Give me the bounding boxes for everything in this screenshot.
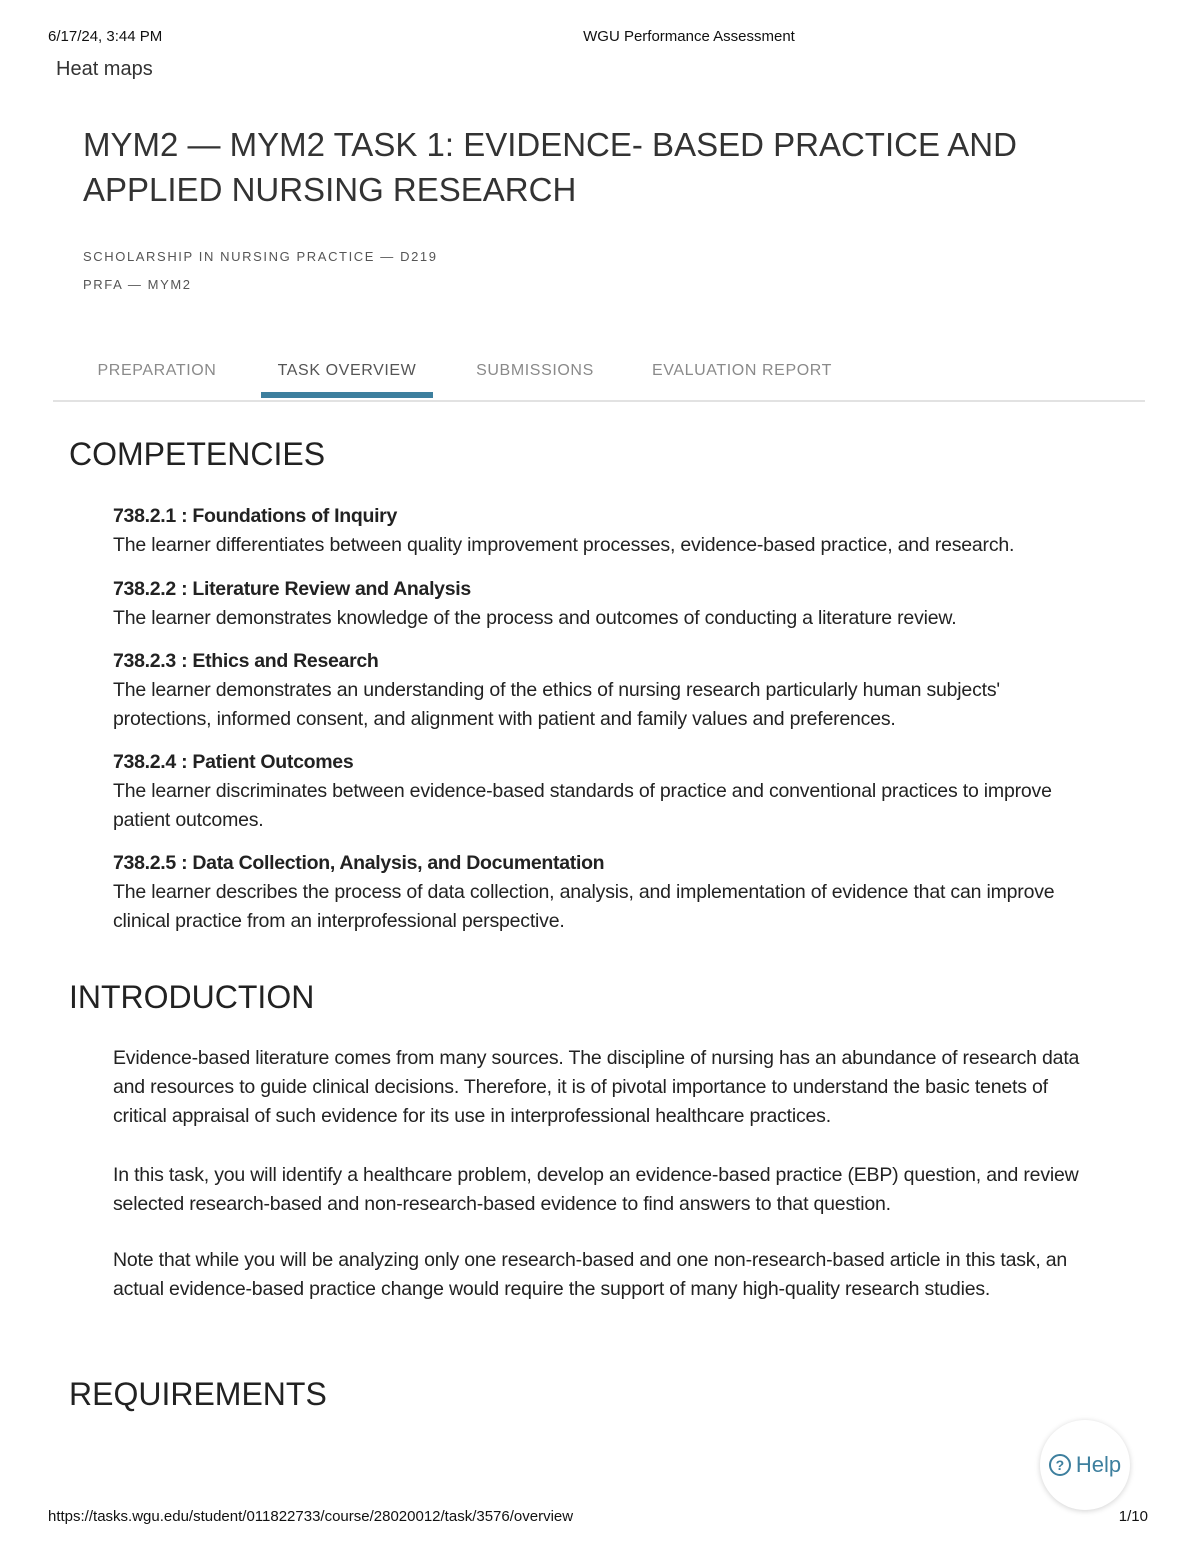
help-button[interactable] <box>1040 1420 1130 1510</box>
print-document-title: WGU Performance Assessment <box>583 28 795 45</box>
competency-description: The learner demonstrates an understanding of the ethics of nursing research particularly human subjects' protections, informed consent, and alignment with patient and family values and preferences. <box>113 679 1000 730</box>
breadcrumb: Heat maps <box>56 58 153 80</box>
competency-item <box>113 748 1093 835</box>
competency-description: The learner describes the process of data collection, analysis, and implementation of evidence that can improve clinical practice from an interprofessional perspective. <box>113 881 1055 932</box>
competencies-heading: COMPETENCIES <box>69 436 326 472</box>
page-number: 1/10 <box>1118 1508 1148 1525</box>
competency-description: The learner discriminates between evidence-based standards of practice and conventional practices to improve patient outcomes. <box>113 780 1052 831</box>
introduction-heading: INTRODUCTION <box>69 979 315 1015</box>
page-title: MYM2 — MYM2 TASK 1: EVIDENCE- BASED PRACTICE AND APPLIED NURSING RESEARCH <box>83 126 1017 208</box>
tab-evaluation-report[interactable]: EVALUATION REPORT <box>651 362 832 379</box>
tab-submissions[interactable]: SUBMISSIONS <box>476 362 594 379</box>
competency-item <box>113 502 1093 560</box>
tab-preparation[interactable]: PREPARATION <box>97 362 217 379</box>
tab-bar <box>53 352 1145 402</box>
competency-description: The learner demonstrates knowledge of the process and outcomes of conducting a literature review. <box>113 607 957 629</box>
introduction-paragraph: Evidence-based literature comes from many sources. The discipline of nursing has an abundance of research data and resources to guide clinical decisions. Therefore, it is of pivotal importance to understand the basic tenets of critical appraisal of such evidence for its use in interprofessional healthcare practices. <box>113 1047 1080 1127</box>
question-circle-icon: ? <box>1049 1454 1071 1476</box>
page-url: https://tasks.wgu.edu/student/011822733/course/28020012/task/3576/overview <box>48 1508 574 1525</box>
competency-item <box>113 849 1093 936</box>
introduction-paragraph: In this task, you will identify a healthcare problem, develop an evidence-based practice (EBP) question, and review selected research-based and non-research-based evidence to find answers to that question. <box>113 1164 1079 1215</box>
prfa-subtitle: PRFA — MYM2 <box>83 277 192 292</box>
print-datetime: 6/17/24, 3:44 PM <box>48 28 163 45</box>
competency-description: The learner differentiates between quality improvement processes, evidence-based practice, and research. <box>113 534 1015 556</box>
requirements-heading: REQUIREMENTS <box>69 1376 327 1412</box>
introduction-paragraph: Note that while you will be analyzing only one research-based and one non-research-based article in this task, an actual evidence-based practice change would require the support of many high-quality research studies. <box>113 1249 1068 1300</box>
competency-title: 738.2.5 : Data Collection, Analysis, and Documentation <box>113 852 605 874</box>
competency-title: 738.2.1 : Foundations of Inquiry <box>113 505 398 527</box>
competency-title: 738.2.2 : Literature Review and Analysis <box>113 578 471 600</box>
competency-title: 738.2.4 : Patient Outcomes <box>113 751 354 773</box>
competency-title: 738.2.3 : Ethics and Research <box>113 650 379 672</box>
tab-task-overview[interactable]: TASK OVERVIEW <box>261 352 433 398</box>
course-subtitle: SCHOLARSHIP IN NURSING PRACTICE — D219 <box>83 249 438 264</box>
competency-item <box>113 647 1093 734</box>
help-label: Help <box>1075 1452 1122 1477</box>
competency-item <box>113 575 1093 633</box>
